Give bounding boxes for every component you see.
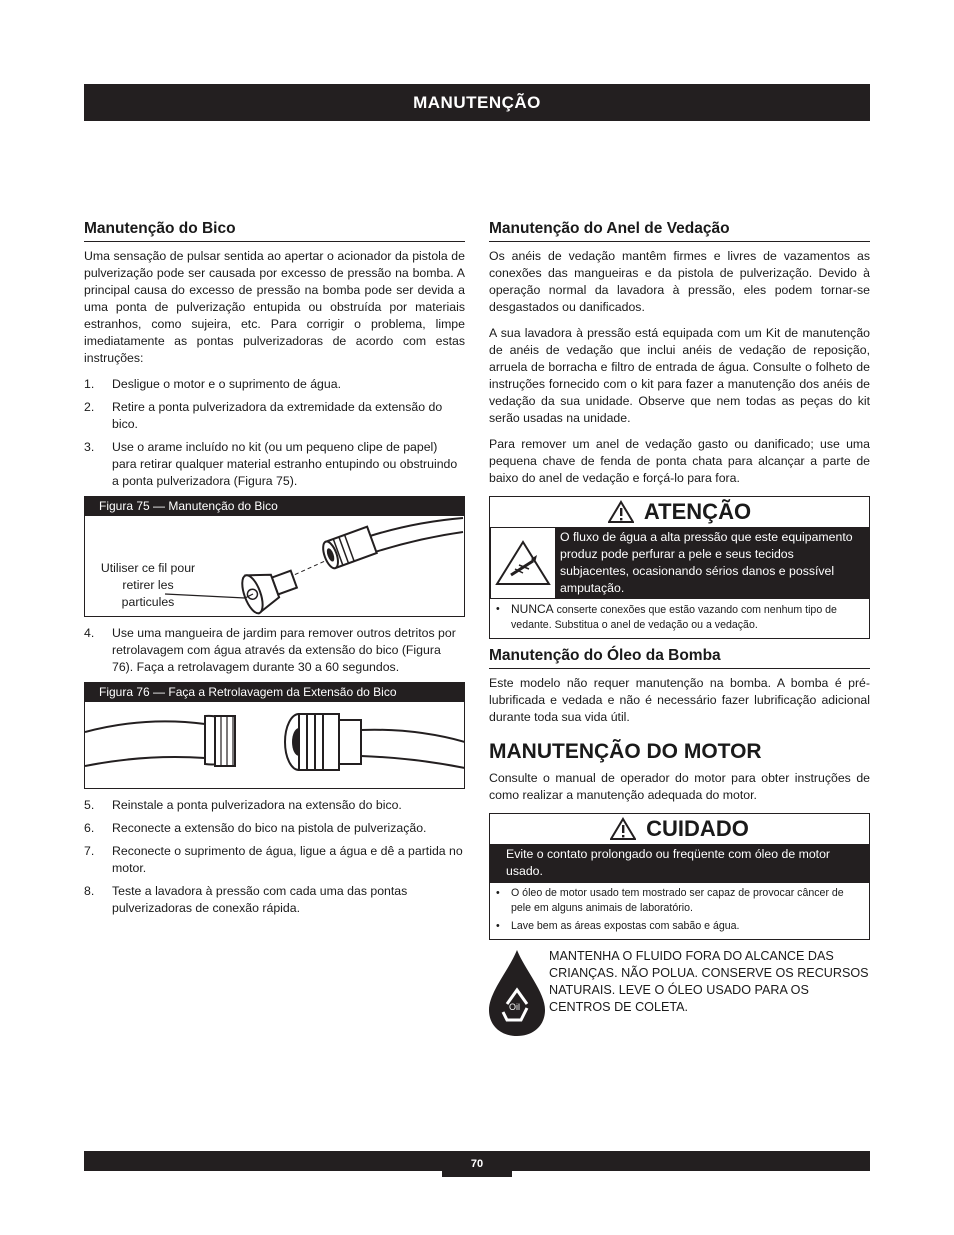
cuidado-warning: Evite o contato prolongado ou freqüente com óleo de motor usado. [490, 844, 869, 883]
oring-paragraph-3: Para remover um anel de vedação gasto ou danificado; use uma pequena chave de fenda de ponta chata para alcançar a parte de baixo do anel de vedação e forçá-lo para fora. [489, 437, 870, 485]
cuidado-box [489, 813, 870, 940]
list-item: 2. Retire a ponta pulverizadora da extremidade da extensão do bico. [84, 400, 443, 431]
list-item: 5. Reinstale a ponta pulverizadora na extensão do bico. [84, 798, 402, 812]
recycle-text: MANTENHA O FLUIDO FORA DO ALCANCE DAS CRIANÇAS. NÃO POLUA. CONSERVE OS RECURSOS NATURAIS. LEVE O ÓLEO USADO PARA OS CENTROS DE COLETA. [549, 949, 869, 1014]
atencao-warning [490, 527, 869, 599]
list-item: 3. Use o arame incluído no kit (ou um pequeno clipe de papel) para retirar qualquer material estranho entupindo ou obstruindo a ponta pulverizadora (Figura 75). [84, 440, 458, 488]
recycle-notice [489, 948, 870, 1038]
list-item: 7. Reconecte o suprimento de água, ligue a água e dê a partida no motor. [84, 844, 463, 875]
list-item: 4. Use uma mangueira de jardim para remover outros detritos por retrolavagem com água através da extensão do bico (Figura 76). Faça a retrolavagem durante 30 a 60 segundos. [84, 626, 456, 674]
atencao-title: ATENÇÃO [643, 499, 752, 524]
section-title-pump-oil: Manutenção do Óleo da Bomba [489, 647, 870, 669]
pump-oil-paragraph: Este modelo não requer manutenção na bomba. A bomba é pré-lubrificada e vedada e não é necessário fazer lubrificação adicional durante toda sua vida útil. [489, 676, 870, 724]
steps-list-b [84, 797, 465, 917]
section-title-nozzle: Manutenção do Bico [84, 220, 465, 242]
page-number: 70 [442, 1151, 512, 1177]
steps-list-4 [84, 625, 465, 676]
header-title: MANUTENÇÃO [413, 92, 541, 112]
oring-paragraph-1: Os anéis de vedação mantêm firmes e livres de vazamentos as conexões das mangueiras e da pistola de pulverização. Devido à operação normal da lavadora à pressão, eles podem tornar-se desgastados ou danificados. [489, 249, 870, 314]
warning-triangle-icon [610, 817, 636, 841]
list-item: • O óleo de motor usado tem mostrado ser capaz de provocar câncer de pele em alguns animais de laboratório. [496, 887, 844, 914]
motor-paragraph: Consulte o manual de operador do motor para obter instruções de como realizar a manutenção adequada do motor. [489, 771, 870, 802]
right-column [489, 220, 870, 1038]
steps-list-a [84, 376, 465, 490]
atencao-header [490, 497, 869, 527]
high-pressure-icon [490, 527, 556, 599]
left-column [84, 220, 465, 923]
page-header [84, 84, 870, 121]
figure-75-caption: Figura 75 — Manutenção do Bico [85, 497, 464, 516]
list-item: 8. Teste a lavadora à pressão com cada uma das pontas pulverizadoras de conexão rápida. [84, 884, 408, 915]
motor-title: MANUTENÇÃO DO MOTOR [489, 740, 762, 763]
nozzle-intro: Uma sensação de pulsar sentida ao apertar o acionador da pistola de pulverização pode ser causada por excesso de pressão na bomba. A principal causa do excesso de pressão na bomba pode ser devida a uma ponta de pulverização entupida ou obstruída por materiais estranhos, como sujeira, etc. Para corrigir o problema, limpe imediatamente as pontas pulverizadoras de acordo com estas instruções: [84, 249, 465, 365]
figure-75 [84, 496, 465, 617]
list-item: • NUNCA conserte conexões que estão vazando com nenhum tipo de vedante. Substitua o anel de vedação ou a vedação. [496, 602, 837, 631]
oil-drop-icon [489, 948, 549, 1038]
backflush-drawing [85, 702, 465, 788]
list-item: 1. Desligue o motor e o suprimento de água. [84, 377, 341, 391]
list-item: 6. Reconecte a extensão do bico na pistola de pulverização. [84, 821, 427, 835]
warning-triangle-icon [608, 500, 634, 524]
oil-label: Oil [509, 1002, 520, 1012]
cuidado-header [490, 814, 869, 844]
oring-paragraph-2: A sua lavadora à pressão está equipada com um Kit de manutenção de anéis de vedação que inclui anéis de vedação de reposição, arruela de borracha e filtro de entrada de água. Consulte o folheto de instruções fornecido com o kit para fazer a manutenção dos anéis de vedação da sua unidade. Observe que nem todas as peças do kit serão usadas na unidade. [489, 326, 870, 425]
cuidado-title: CUIDADO [646, 816, 749, 841]
figure-75-label: Utiliser ce fil pour retirer les particules [100, 561, 196, 609]
cuidado-list [490, 883, 869, 939]
nozzle-drawing [85, 516, 465, 616]
figure-75-illustration [85, 516, 464, 616]
atencao-list [490, 599, 869, 638]
figure-76-caption: Figura 76 — Faça a Retrolavagem da Extensão do Bico [85, 683, 464, 702]
atencao-warning-text: O fluxo de água a alta pressão que este equipamento produz pode perfurar a pele e seus tecidos subjacentes, ocasionando sérios danos e possível amputação. [560, 530, 853, 595]
list-item: • Lave bem as áreas expostas com sabão e água. [496, 920, 740, 932]
section-title-oring: Manutenção do Anel de Vedação [489, 220, 870, 242]
atencao-box [489, 496, 870, 639]
figure-76 [84, 682, 465, 789]
figure-76-illustration [85, 702, 464, 788]
